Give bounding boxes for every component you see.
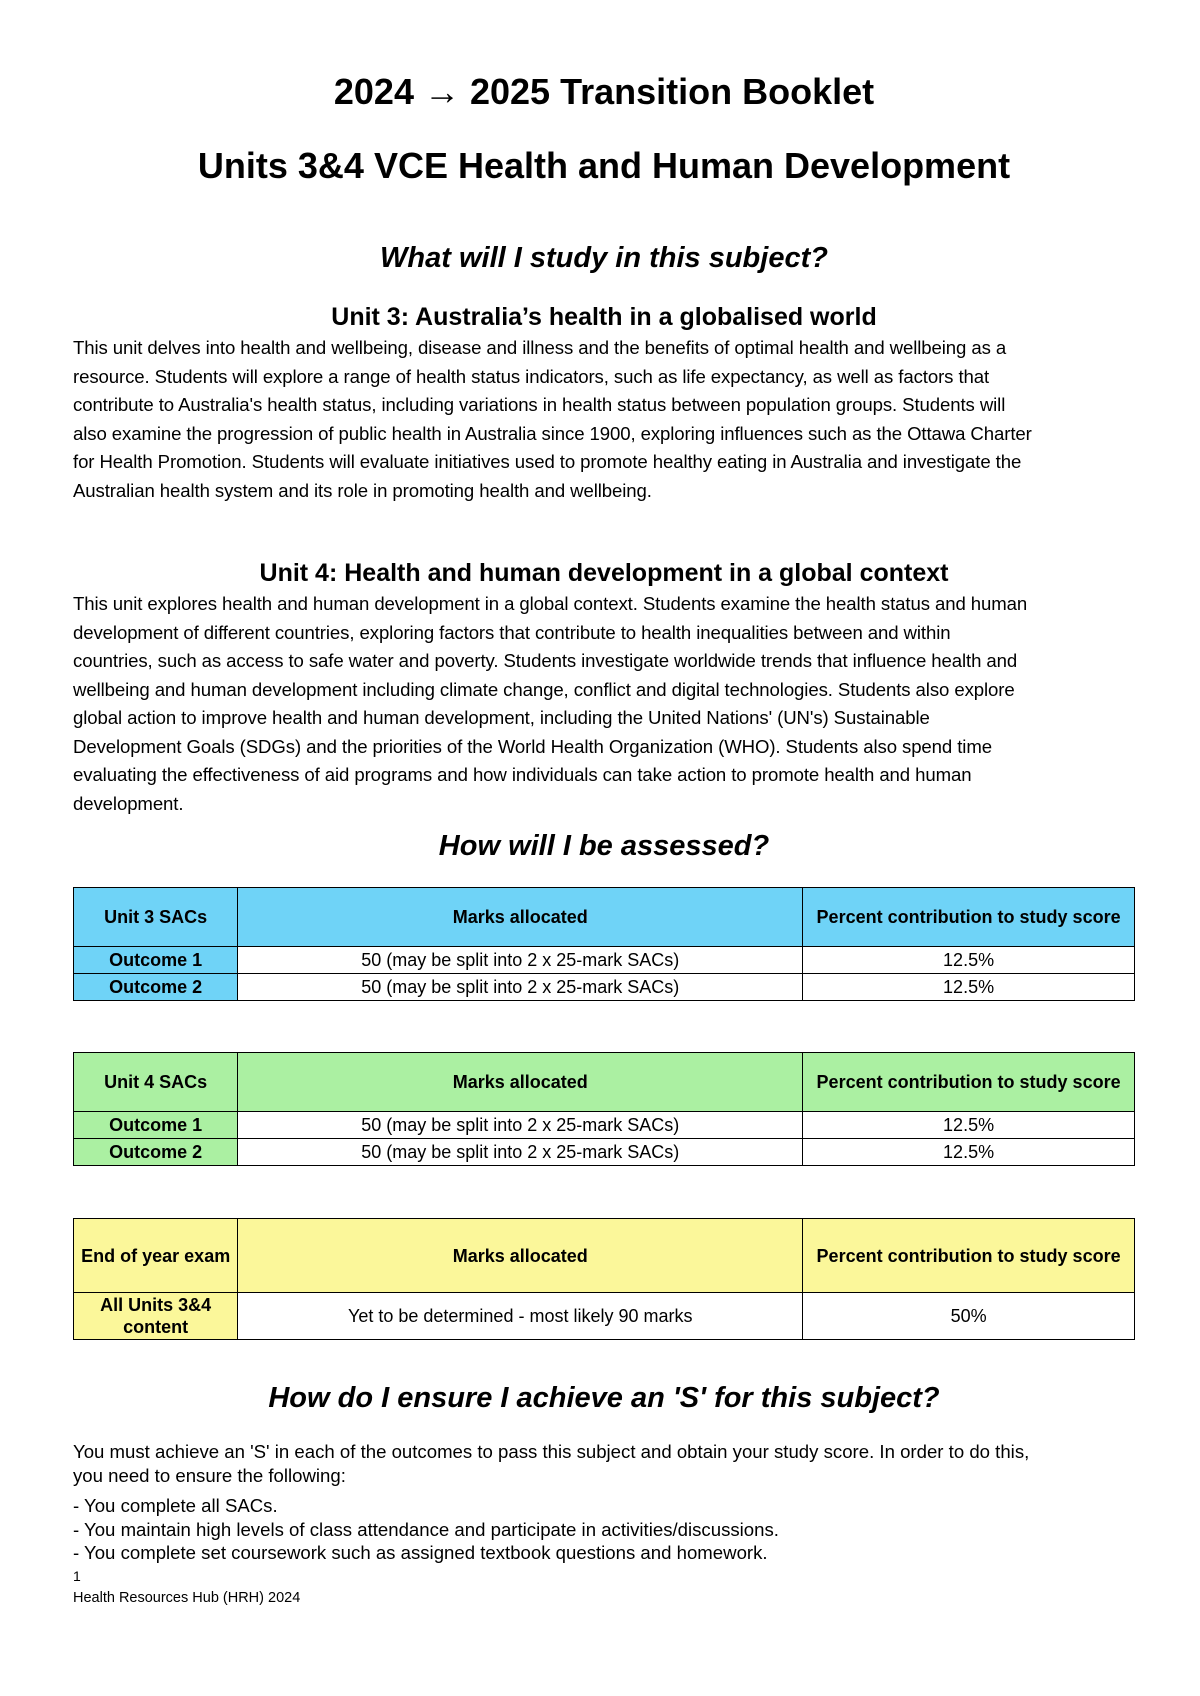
unit3-sac-table bbox=[73, 887, 1135, 1001]
marks-cell: 50 (may be split into 2 x 25-mark SACs) bbox=[238, 1112, 803, 1139]
booklet-title: 2024 → 2025 Transition Booklet bbox=[333, 71, 875, 112]
table-header-cell: Unit 4 SACs bbox=[74, 1053, 238, 1112]
table-row bbox=[74, 1112, 1135, 1139]
table-row bbox=[74, 1293, 1135, 1340]
intro-line: You must achieve an 'S' in each of the outcomes to pass this subject and obtain your study score. In order to do this, bbox=[73, 1441, 1030, 1462]
unit4-line: wellbeing and human development including climate change, conflict and digital technologies. Students also explore bbox=[73, 678, 1015, 700]
table-header-cell: Unit 3 SACs bbox=[74, 888, 238, 947]
unit4-line: Development Goals (SDGs) and the priorities of the World Health Organization (WHO). Students also spend time bbox=[73, 735, 992, 757]
table-header-row bbox=[74, 1219, 1135, 1293]
unit4-line: This unit explores health and human development in a global context. Students examine the health status and human bbox=[73, 593, 1028, 614]
assessment-question-heading: How will I be assessed? bbox=[438, 830, 770, 862]
table-row bbox=[74, 974, 1135, 1001]
percent-cell: 12.5% bbox=[803, 1139, 1135, 1166]
marks-cell: 50 (may be split into 2 x 25-mark SACs) bbox=[238, 974, 803, 1001]
unit4-line: global action to improve health and human development, including the United Nations' (UN's) Sustainable bbox=[73, 707, 930, 728]
achieve-intro bbox=[73, 1440, 1135, 1487]
marks-cell: Yet to be determined - most likely 90 marks bbox=[238, 1293, 803, 1340]
table-header-cell: End of year exam bbox=[74, 1219, 238, 1293]
percent-cell: 12.5% bbox=[803, 947, 1135, 974]
table-header-cell: Percent contribution to study score bbox=[803, 888, 1135, 947]
marks-cell: 50 (may be split into 2 x 25-mark SACs) bbox=[238, 947, 803, 974]
achieve-question-heading: How do I ensure I achieve an 'S' for this subject? bbox=[268, 1382, 940, 1414]
table-header-cell: Marks allocated bbox=[238, 888, 803, 947]
unit4-heading: Unit 4: Health and human development in a global context bbox=[259, 559, 949, 587]
unit3-line: for Health Promotion. Students will evaluate initiatives used to promote healthy eating in Australia and investigate the bbox=[73, 451, 1022, 472]
unit3-description bbox=[73, 334, 1135, 505]
table-header-row bbox=[74, 1053, 1135, 1112]
outcome-cell: Outcome 1 bbox=[74, 947, 238, 974]
percent-cell: 50% bbox=[803, 1293, 1135, 1340]
table-header-row bbox=[74, 888, 1135, 947]
unit3-line: resource. Students will explore a range of health status indicators, such as life expectancy, as well as factors that bbox=[73, 365, 990, 387]
study-question-heading: What will I study in this subject? bbox=[380, 242, 828, 274]
requirements-list bbox=[73, 1494, 1135, 1565]
exam-content-cell: All Units 3&4 content bbox=[74, 1293, 238, 1340]
outcome-cell: Outcome 2 bbox=[74, 974, 238, 1001]
unit3-line: also examine the progression of public health in Australia since 1900, exploring influences such as the Ottawa Charter bbox=[73, 422, 1032, 444]
unit4-sac-table bbox=[73, 1052, 1135, 1166]
exam-table bbox=[73, 1218, 1135, 1340]
table-header-cell: Percent contribution to study score bbox=[803, 1219, 1135, 1293]
outcome-cell: Outcome 2 bbox=[74, 1139, 238, 1166]
footer-source: Health Resources Hub (HRH) 2024 bbox=[73, 1590, 301, 1606]
table-header-cell: Marks allocated bbox=[238, 1053, 803, 1112]
unit3-line: Australian health system and its role in promoting health and wellbeing. bbox=[73, 479, 652, 501]
unit3-line: This unit delves into health and wellbeing, disease and illness and the benefits of optimal health and wellbeing as a bbox=[73, 337, 1007, 358]
table-header-cell: Percent contribution to study score bbox=[803, 1053, 1135, 1112]
unit4-description bbox=[73, 590, 1135, 818]
percent-cell: 12.5% bbox=[803, 1112, 1135, 1139]
list-item: - You maintain high levels of class attendance and participate in activities/discussions. bbox=[73, 1518, 779, 1540]
unit3-heading: Unit 3: Australia’s health in a globalised world bbox=[331, 303, 877, 331]
unit4-line: development of different countries, exploring factors that contribute to health inequalities between and within bbox=[73, 621, 951, 643]
table-header-cell: Marks allocated bbox=[238, 1219, 803, 1293]
intro-line: you need to ensure the following: bbox=[73, 1464, 346, 1486]
outcome-cell: Outcome 1 bbox=[74, 1112, 238, 1139]
table-row bbox=[74, 947, 1135, 974]
percent-cell: 12.5% bbox=[803, 974, 1135, 1001]
unit4-line: development. bbox=[73, 792, 184, 814]
marks-cell: 50 (may be split into 2 x 25-mark SACs) bbox=[238, 1139, 803, 1166]
list-item: - You complete set coursework such as assigned textbook questions and homework. bbox=[73, 1542, 768, 1563]
unit4-line: countries, such as access to safe water and poverty. Students investigate worldwide trends that influence health and bbox=[73, 650, 1018, 671]
unit4-line: evaluating the effectiveness of aid programs and how individuals can take action to promote health and human bbox=[73, 764, 972, 785]
subject-title: Units 3&4 VCE Health and Human Development bbox=[197, 145, 1011, 186]
table-row bbox=[74, 1139, 1135, 1166]
unit3-line: contribute to Australia's health status, including variations in health status between population groups. Students will bbox=[73, 394, 1006, 415]
page-number: 1 bbox=[73, 1568, 81, 1584]
list-item: - You complete all SACs. bbox=[73, 1495, 278, 1516]
